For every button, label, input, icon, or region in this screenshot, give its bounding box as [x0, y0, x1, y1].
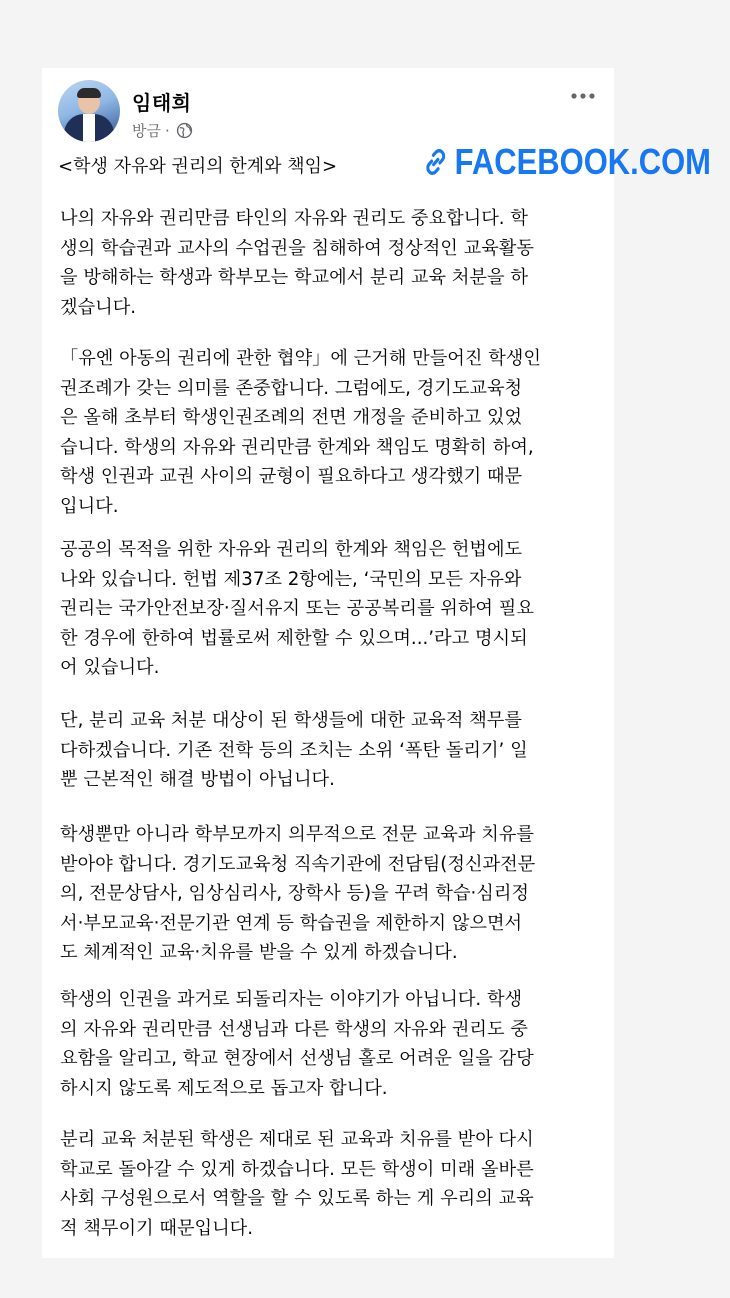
post-paragraph-2: 「유엔 아동의 권리에 관한 협약」에 근거해 만들어진 학생인 권조례가 갖는 의미를 존중합니다. 그럼에도, 경기도교육청 은 올해 초부터 학생인권조례의 전면 개정을 준비하고 있었 습니다. 학생의 자유와 권리만큼 한계와 책임도 명확히 하여, 학생 인권과 교권 사이의 균형이 필요하다고 생각했기 때문 입니다.	[60, 348, 541, 517]
post-meta	[132, 120, 193, 141]
facebook-watermark	[422, 140, 711, 184]
post-paragraph-7: 분리 교육 처분된 학생은 제대로 된 교육과 치유를 받아 다시 학교로 돌아갈 수 있게 하겠습니다. 모든 학생이 미래 올바른 사회 구성원으로서 역할을 할 수 있도록 하는 게 우리의 교육 적 책무이기 때문입니다.	[60, 1129, 534, 1239]
post-timestamp[interactable]: 방금	[132, 122, 161, 140]
avatar[interactable]	[58, 80, 120, 142]
avatar-shirt-shape	[83, 114, 95, 142]
meta-separator: ·	[164, 121, 170, 140]
post-title: <학생 자유와 권리의 한계와 책임>	[58, 156, 338, 177]
post-paragraph-5: 학생뿐만 아니라 학부모까지 의무적으로 전문 교육과 치유를 받아야 합니다. 경기도교육청 직속기관에 전담팀(정신과전문 의, 전문상담사, 임상심리사, 장학사 등)을 꾸려 학습·심리정 서·부모교육·전문기관 연계 등 학습권을 제한하지 않으면서 도 체계적인 교육·치유를 받을 수 있게 하겠습니다.	[60, 824, 536, 963]
avatar-hair-shape	[77, 88, 101, 98]
globe-icon[interactable]	[176, 122, 193, 139]
link-icon	[422, 146, 450, 178]
more-options-icon[interactable]	[568, 86, 598, 106]
watermark-text: FACEBOOK.COM	[454, 141, 711, 182]
author-name[interactable]: 임태희	[132, 91, 192, 115]
post-paragraph-6: 학생의 인권을 과거로 되돌리자는 이야기가 아닙니다. 학생 의 자유와 권리만큼 선생님과 다른 학생의 자유와 권리도 중 요함을 알리고, 학교 현장에서 선생님 홀로 어려운 일을 감당 하시지 않도록 제도적으로 돕고자 합니다.	[60, 989, 534, 1099]
post-paragraph-1: 나의 자유와 권리만큼 타인의 자유와 권리도 중요합니다. 학 생의 학습권과 교사의 수업권을 침해하여 정상적인 교육활동 을 방해하는 학생과 학부모는 학교에서 분리 교육 처분을 하 겠습니다.	[60, 208, 534, 318]
post-paragraph-3: 공공의 목적을 위한 자유와 권리의 한계와 책임은 헌법에도 나와 있습니다. 헌법 제37조 2항에는, ‘국민의 모든 자유와 권리는 국가안전보장·질서유지 또는 공공복리를 위하여 필요 한 경우에 한하여 법률로써 제한할 수 있으며...’라고 명시되 어 있습니다.	[60, 539, 534, 678]
post-paragraph-4: 단, 분리 교육 처분 대상이 된 학생들에 대한 교육적 책무를 다하겠습니다. 기존 전학 등의 조치는 소위 ‘폭탄 돌리기’ 일 뿐 근본적인 해결 방법이 아닙니다.	[60, 710, 528, 790]
